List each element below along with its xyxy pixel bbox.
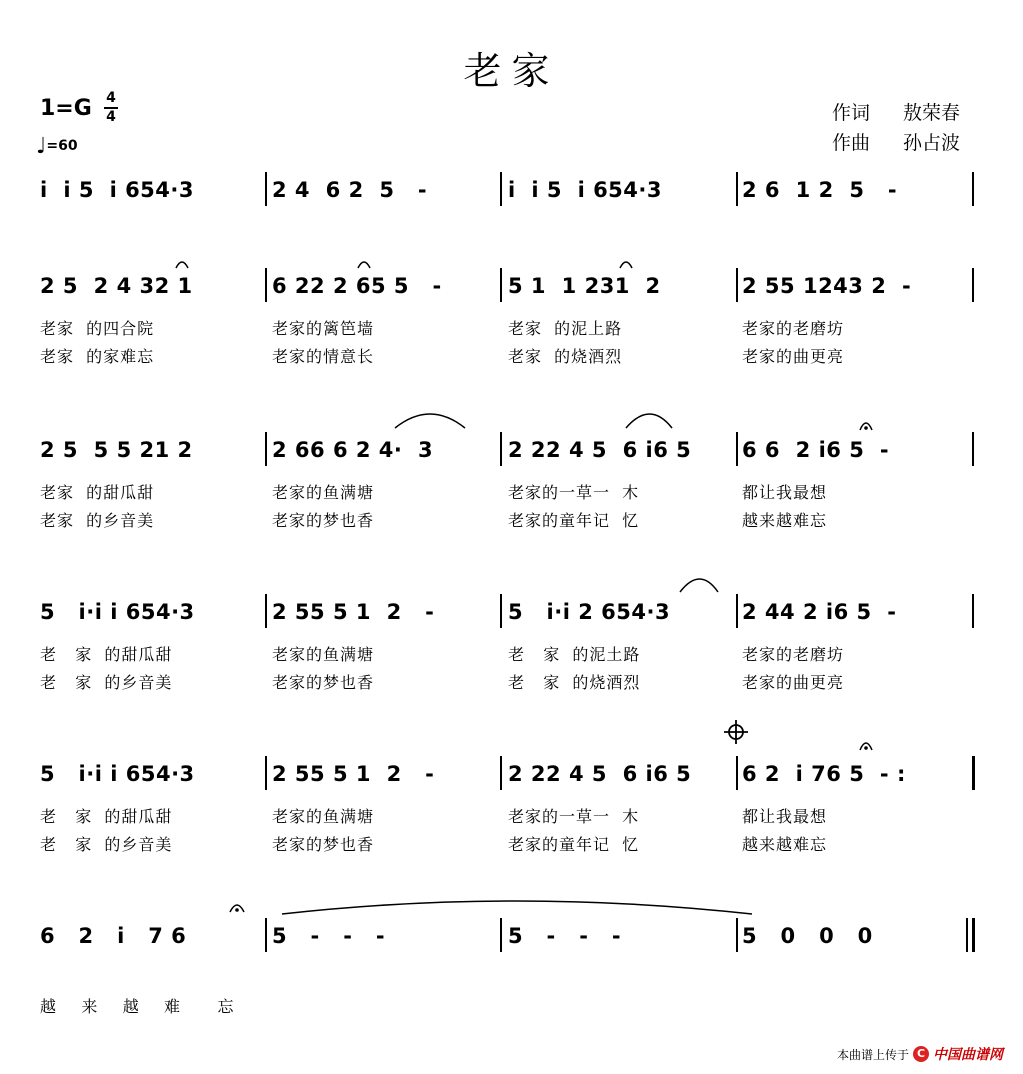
measure: 5 1 1 231 2 xyxy=(508,274,661,298)
lyric-verse-1: 老家的一草一 木 xyxy=(508,807,640,826)
lyric-verse-2: 老家的童年记 忆 xyxy=(508,511,640,530)
fermata-icon xyxy=(176,262,188,268)
bar-line xyxy=(500,594,502,628)
lyric-verse-2: 老家 的乡音美 xyxy=(40,511,155,530)
measure: 5 i·i 2 654·3 xyxy=(508,600,671,624)
measure: 5 0 0 0 xyxy=(742,924,873,948)
lyric-verse-2: 老家的梦也香 xyxy=(272,835,375,854)
lyric-verse-2: 老 家 的乡音美 xyxy=(40,835,173,854)
bar-line xyxy=(500,172,502,206)
lyric-verse-1: 老家的鱼满塘 xyxy=(272,807,375,826)
fermata-dot xyxy=(864,426,868,430)
bar-line xyxy=(265,594,267,628)
key-signature: 1=G xyxy=(40,96,92,121)
bar-line xyxy=(736,268,738,302)
lyric-verse-1: 老家的老磨坊 xyxy=(742,645,845,664)
measure: 2 5 5 5 21 2 xyxy=(40,438,193,462)
lyricist-label: 作词 xyxy=(832,102,871,124)
bar-line xyxy=(265,172,267,206)
fermata-dot xyxy=(864,746,868,750)
bar-line xyxy=(972,918,975,952)
fermata-icon xyxy=(620,262,632,268)
lyric-verse-1: 老 家 的泥土路 xyxy=(508,645,641,664)
lyric-verse-1: 老家的老磨坊 xyxy=(742,319,845,338)
lyric-verse-1: 老家的鱼满塘 xyxy=(272,483,375,502)
measure: 2 5 2 4 32 1 xyxy=(40,274,193,298)
bar-line xyxy=(265,918,267,952)
bar-line xyxy=(736,918,738,952)
lyric-verse-1: 老 家 的甜瓜甜 xyxy=(40,807,173,826)
measure: 5 i·i i 654·3 xyxy=(40,600,195,624)
coda-icon xyxy=(729,725,743,739)
lyric-verse-1: 都让我最想 xyxy=(742,483,828,502)
lyricist-name: 敖荣春 xyxy=(903,102,961,124)
lyric-verse-1: 老家 的四合院 xyxy=(40,319,155,338)
bar-line xyxy=(736,172,738,206)
fermata-icon xyxy=(860,743,872,750)
tempo-marking xyxy=(36,134,78,159)
lyric-verse-2: 老家的梦也香 xyxy=(272,511,375,530)
measure: 2 22 4 5 6 i6 5 xyxy=(508,762,692,786)
lyric-verse-2: 老家的情意长 xyxy=(272,347,375,366)
bar-line xyxy=(500,432,502,466)
lyric-verse-1: 都让我最想 xyxy=(742,807,828,826)
measure: 2 55 5 1 2 - xyxy=(272,600,435,624)
slur xyxy=(626,414,672,428)
site-logo-icon: C xyxy=(913,1046,929,1062)
lyric-verse-1: 老家的篱笆墙 xyxy=(272,319,375,338)
bar-line xyxy=(500,918,502,952)
bar-line xyxy=(265,268,267,302)
meter-top: 4 xyxy=(106,90,116,106)
lyric-verse-2: 老家 的家难忘 xyxy=(40,347,155,366)
slur xyxy=(395,414,465,428)
time-signature xyxy=(102,90,120,126)
measure: i i 5 i 654·3 xyxy=(40,178,194,202)
quarter-note-icon: ♩ xyxy=(36,134,47,159)
measure: 2 55 5 1 2 - xyxy=(272,762,435,786)
measure: 5 - - - xyxy=(508,924,622,948)
bar-line xyxy=(500,268,502,302)
lyric-verse-2: 老家的曲更亮 xyxy=(742,673,845,692)
lyric-verse-2: 老家的曲更亮 xyxy=(742,347,845,366)
measure: i i 5 i 654·3 xyxy=(508,178,662,202)
measure: 6 6 2 i6 5 - xyxy=(742,438,890,462)
bar-line xyxy=(736,756,738,790)
fermata-icon xyxy=(358,262,370,268)
lyric-verse-1: 老 家 的甜瓜甜 xyxy=(40,645,173,664)
slur xyxy=(680,579,718,592)
bar-line xyxy=(972,268,974,302)
meter-bottom: 4 xyxy=(106,109,116,125)
site-logo: 中国曲谱网 xyxy=(933,1047,1003,1063)
bar-line xyxy=(265,756,267,790)
lyric-verse-2: 越来越难忘 xyxy=(742,511,828,530)
measure: 2 66 6 2 4· 3 xyxy=(272,438,434,462)
tie xyxy=(282,901,752,914)
measure: 6 2 i 76 5 - : xyxy=(742,762,906,786)
lyric-verse-1: 越 来 越 难 忘 xyxy=(40,997,235,1016)
bar-line xyxy=(972,432,974,466)
measure: 5 i·i i 654·3 xyxy=(40,762,195,786)
fermata-dot xyxy=(235,908,239,912)
lyric-verse-1: 老家 的甜瓜甜 xyxy=(40,483,155,502)
lyric-verse-2: 老 家 的烧酒烈 xyxy=(508,673,641,692)
lyric-verse-2: 越来越难忘 xyxy=(742,835,828,854)
bar-line xyxy=(972,594,974,628)
footer-text: 本曲谱上传于 xyxy=(836,1047,909,1062)
final-bar-line xyxy=(966,918,968,952)
lyric-verse-2: 老家的童年记 忆 xyxy=(508,835,640,854)
measure: 2 55 1243 2 - xyxy=(742,274,912,298)
lyric-verse-2: 老 家 的乡音美 xyxy=(40,673,173,692)
measure: 2 22 4 5 6 i6 5 xyxy=(508,438,692,462)
bar-line xyxy=(972,756,975,790)
lyric-verse-2: 老家的梦也香 xyxy=(272,673,375,692)
measure: 6 22 2 65 5 - xyxy=(272,274,442,298)
bar-line xyxy=(265,432,267,466)
measure: 2 44 2 i6 5 - xyxy=(742,600,897,624)
measure: 2 4 6 2 5 - xyxy=(272,178,428,202)
measure: 5 - - - xyxy=(272,924,386,948)
lyric-verse-1: 老家 的泥上路 xyxy=(508,319,623,338)
bar-line xyxy=(736,432,738,466)
bar-line xyxy=(972,172,974,206)
song-title: 老家 xyxy=(463,49,560,93)
fermata-icon xyxy=(230,905,244,912)
tempo-value: =60 xyxy=(46,138,78,154)
lyric-verse-1: 老家的鱼满塘 xyxy=(272,645,375,664)
footer xyxy=(837,1044,1003,1064)
measure: 6 2 i 7 6 xyxy=(40,924,187,948)
bar-line xyxy=(736,594,738,628)
measure: 2 6 1 2 5 - xyxy=(742,178,898,202)
composer-name: 孙占波 xyxy=(903,132,961,154)
bar-line xyxy=(500,756,502,790)
lyric-verse-2: 老家 的烧酒烈 xyxy=(508,347,623,366)
fermata-icon xyxy=(860,423,872,430)
composer-label: 作曲 xyxy=(832,132,871,154)
lyric-verse-1: 老家的一草一 木 xyxy=(508,483,640,502)
